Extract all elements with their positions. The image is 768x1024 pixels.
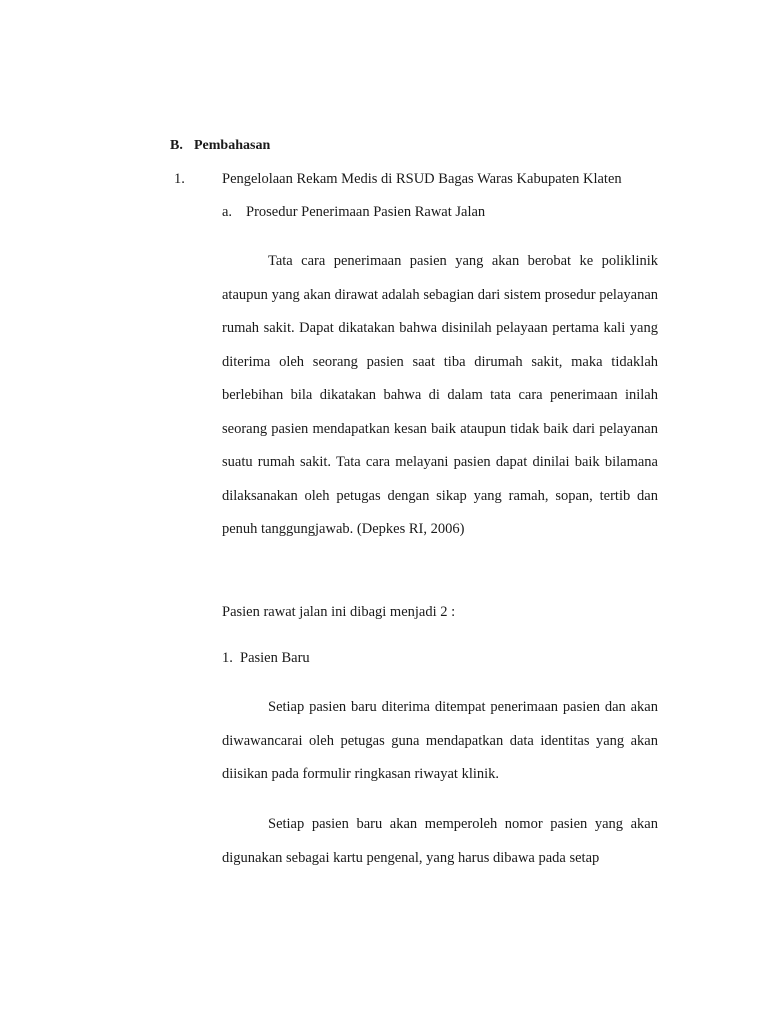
patient-type-number: 1.	[222, 650, 233, 666]
sub-item-letter: a.	[222, 204, 233, 220]
section-title: Pembahasan	[194, 138, 271, 153]
sub-item-text: Prosedur Penerimaan Pasien Rawat Jalan	[246, 204, 486, 220]
sub-item-a	[222, 204, 485, 221]
section-number: B.	[170, 138, 183, 153]
paragraph-new-patient: Setiap pasien baru diterima ditempat penerimaan pasien dan akan diwawancarai oleh petugas guna mendapatkan data identitas yang akan diisikan pada formulir ringkasan riwayat klinik.	[222, 699, 658, 782]
section-heading	[170, 138, 270, 154]
list-item-1	[174, 171, 622, 188]
paragraph-patient-number: Setiap pasien baru akan memperoleh nomor pasien yang akan digunakan sebagai kartu pengenal, yang harus dibawa pada setap	[222, 816, 658, 866]
patient-type-item	[222, 650, 310, 667]
divided-into-line: Pasien rawat jalan ini dibagi menjadi 2 :	[222, 604, 456, 620]
patient-type-text: Pasien Baru	[240, 650, 310, 666]
list-item-text: Pengelolaan Rekam Medis di RSUD Bagas Waras Kabupaten Klaten	[222, 171, 622, 187]
paragraph-procedure: Tata cara penerimaan pasien yang akan berobat ke poliklinik ataupun yang akan dirawat adalah sebagian dari sistem prosedur pelayanan rumah sakit. Dapat dikatakan bahwa disinilah pelayaan pertama kali yang diterima oleh seorang pasien saat tiba dirumah sakit, maka tidaklah berlebihan bila dikatakan bahwa di dalam tata cara penerimaan inilah seorang pasien mendapatkan kesan baik ataupun tidak baik dari pelayanan suatu rumah sakit. Tata cara melayani pasien dapat dinilai baik bilamana dilaksanakan oleh petugas dengan sikap yang ramah, sopan, tertib dan penuh tanggungjawab. (Depkes RI, 2006)	[222, 253, 658, 537]
list-item-number: 1.	[174, 171, 185, 187]
